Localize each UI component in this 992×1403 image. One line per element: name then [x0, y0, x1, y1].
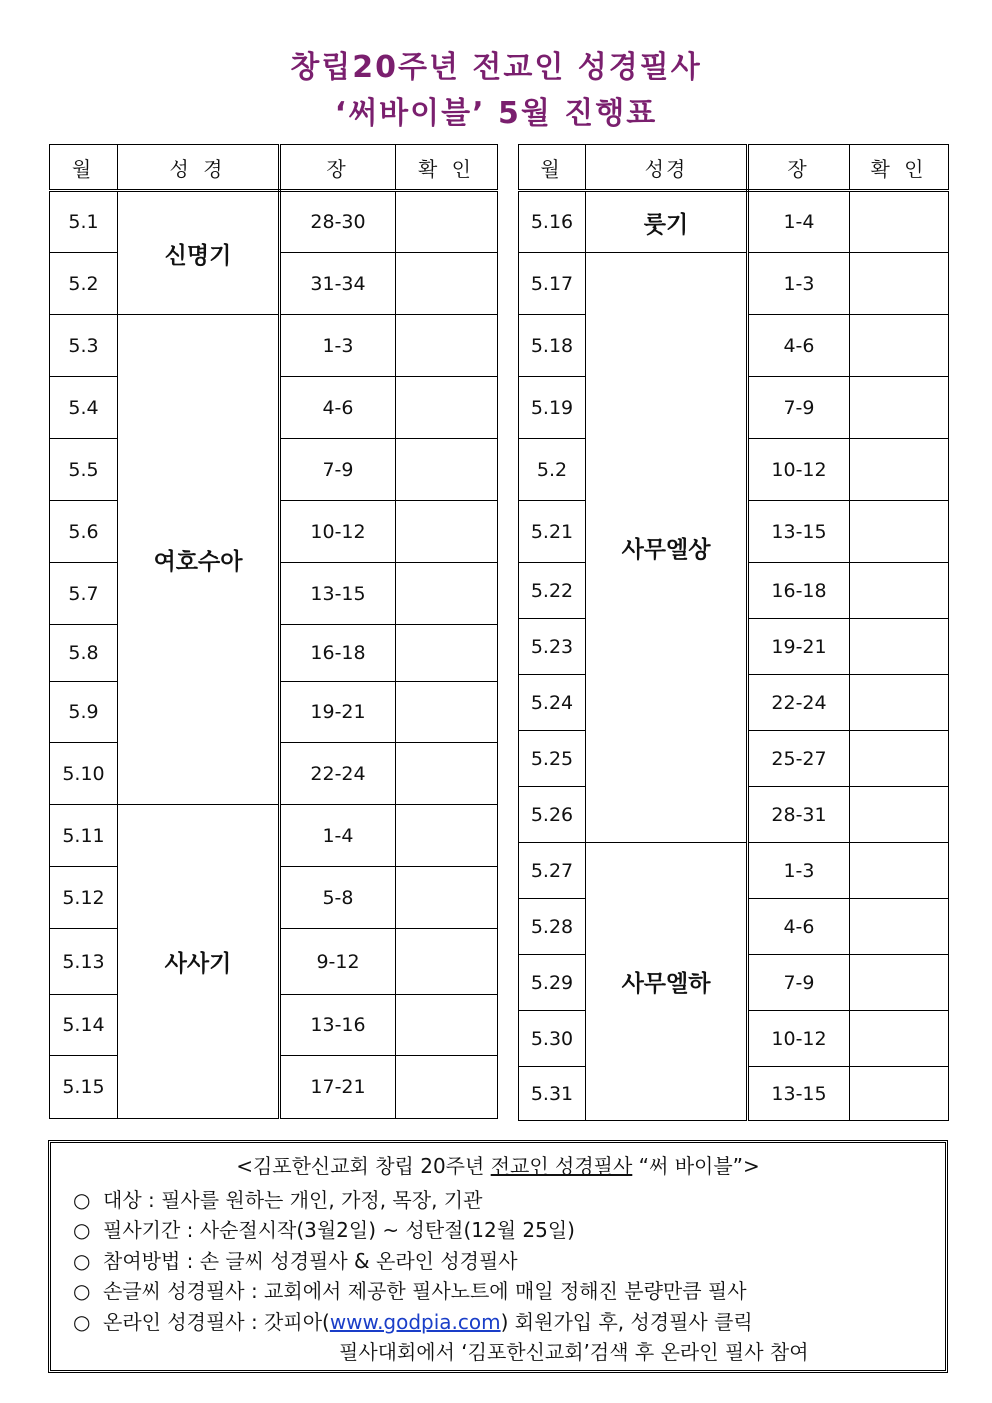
chapter-cell: 22-24: [748, 675, 850, 731]
chapter-cell: 9-12: [280, 929, 396, 995]
table-row: [519, 191, 949, 253]
check-cell[interactable]: [396, 743, 498, 805]
chapter-cell: 19-21: [748, 619, 850, 675]
header-check: 확 인: [396, 145, 498, 191]
circle-bullet-icon: ○: [73, 1309, 91, 1334]
check-cell[interactable]: [850, 563, 949, 619]
date-cell: 5.15: [50, 1056, 118, 1119]
date-cell: 5.3: [50, 315, 118, 377]
check-cell[interactable]: [850, 253, 949, 315]
date-cell: 5.29: [519, 955, 586, 1011]
date-cell: 5.10: [50, 743, 118, 805]
notice-line-online: ○ 온라인 성경필사 : 갓피아(www.godpia.com) 회원가입 후, 성경필사 클릭: [51, 1307, 945, 1338]
chapter-cell: 13-15: [748, 501, 850, 563]
book-joshua: 여호수아: [118, 315, 280, 805]
table-header-row: [50, 145, 498, 191]
date-cell: 5.31: [519, 1067, 586, 1121]
date-cell: 5.9: [50, 682, 118, 743]
chapter-cell: 10-12: [748, 1011, 850, 1067]
godpia-link[interactable]: www.godpia.com: [329, 1309, 501, 1334]
check-cell[interactable]: [396, 682, 498, 743]
check-cell[interactable]: [850, 955, 949, 1011]
date-cell: 5.27: [519, 843, 586, 899]
chapter-cell: 25-27: [748, 731, 850, 787]
check-cell[interactable]: [850, 787, 949, 843]
table-row: [50, 191, 498, 253]
header-month: 월: [50, 145, 118, 191]
header-bible: 성경: [586, 145, 748, 191]
header-chapter: 장: [748, 145, 850, 191]
check-cell[interactable]: [396, 625, 498, 682]
table-row: [50, 805, 498, 867]
chapter-cell: 1-3: [280, 315, 396, 377]
date-cell: 5.7: [50, 563, 118, 625]
check-cell[interactable]: [850, 675, 949, 731]
chapter-cell: 7-9: [748, 955, 850, 1011]
check-cell[interactable]: [850, 899, 949, 955]
chapter-cell: 10-12: [280, 501, 396, 563]
check-cell[interactable]: [396, 867, 498, 929]
date-cell: 5.30: [519, 1011, 586, 1067]
header-check: 확 인: [850, 145, 949, 191]
chapter-cell: 13-15: [748, 1067, 850, 1121]
notice-line-period: ○ 필사기간 : 사순절시작(3월2일) ~ 성탄절(12월 25일): [51, 1215, 945, 1246]
check-cell[interactable]: [850, 731, 949, 787]
chapter-cell: 7-9: [280, 439, 396, 501]
chapter-cell: 28-30: [280, 191, 396, 253]
date-cell: 5.14: [50, 995, 118, 1056]
check-cell[interactable]: [850, 1067, 949, 1121]
chapter-cell: 16-18: [748, 563, 850, 619]
date-cell: 5.23: [519, 619, 586, 675]
check-cell[interactable]: [396, 929, 498, 995]
page-title: 창립20주년 전교인 성경필사: [290, 50, 702, 85]
check-cell[interactable]: [396, 191, 498, 253]
date-cell: 5.6: [50, 501, 118, 563]
check-cell[interactable]: [396, 439, 498, 501]
table-header-row: [519, 145, 949, 191]
chapter-cell: 10-12: [748, 439, 850, 501]
check-cell[interactable]: [396, 315, 498, 377]
check-cell[interactable]: [850, 501, 949, 563]
date-cell: 5.5: [50, 439, 118, 501]
circle-bullet-icon: ○: [73, 1187, 91, 1212]
date-cell: 5.22: [519, 563, 586, 619]
notice-line-online-cont: 필사대회에서 ‘김포한신교회’검색 후 온라인 필사 참여: [339, 1340, 809, 1364]
schedule-table-right: [518, 144, 949, 1121]
date-cell: 5.12: [50, 867, 118, 929]
circle-bullet-icon: ○: [73, 1279, 91, 1303]
header-month: 월: [519, 145, 586, 191]
date-cell: 5.2: [519, 439, 586, 501]
check-cell[interactable]: [396, 501, 498, 563]
chapter-cell: 4-6: [748, 315, 850, 377]
chapter-cell: 31-34: [280, 253, 396, 315]
chapter-cell: 4-6: [748, 899, 850, 955]
check-cell[interactable]: [396, 253, 498, 315]
date-cell: 5.11: [50, 805, 118, 867]
book-deuteronomy: 신명기: [118, 191, 280, 315]
chapter-cell: 1-3: [748, 843, 850, 899]
notice-line-handwriting: ○ 손글씨 성경필사 : 교회에서 제공한 필사노트에 매일 정해진 분량만큼 필사: [51, 1276, 945, 1307]
check-cell[interactable]: [850, 1011, 949, 1067]
book-ruth: 룻기: [586, 191, 748, 253]
chapter-cell: 13-16: [280, 995, 396, 1056]
chapter-cell: 1-4: [748, 191, 850, 253]
header-bible: 성 경: [118, 145, 280, 191]
date-cell: 5.17: [519, 253, 586, 315]
chapter-cell: 4-6: [280, 377, 396, 439]
chapter-cell: 5-8: [280, 867, 396, 929]
chapter-cell: 22-24: [280, 743, 396, 805]
page-subtitle: ‘써바이블’ 5월 진행표: [334, 96, 658, 131]
date-cell: 5.4: [50, 377, 118, 439]
date-cell: 5.18: [519, 315, 586, 377]
check-cell[interactable]: [850, 191, 949, 253]
chapter-cell: 7-9: [748, 377, 850, 439]
chapter-cell: 13-15: [280, 563, 396, 625]
book-samuel2: 사무엘하: [586, 843, 748, 1121]
chapter-cell: 19-21: [280, 682, 396, 743]
check-cell[interactable]: [850, 619, 949, 675]
chapter-cell: 1-3: [748, 253, 850, 315]
check-cell[interactable]: [396, 805, 498, 867]
date-cell: 5.16: [519, 191, 586, 253]
chapter-cell: 28-31: [748, 787, 850, 843]
date-cell: 5.21: [519, 501, 586, 563]
check-cell[interactable]: [396, 1056, 498, 1119]
book-samuel1: 사무엘상: [586, 253, 748, 843]
table-row: [519, 253, 949, 315]
book-judges: 사사기: [118, 805, 280, 1119]
check-cell[interactable]: [396, 563, 498, 625]
date-cell: 5.26: [519, 787, 586, 843]
date-cell: 5.1: [50, 191, 118, 253]
date-cell: 5.2: [50, 253, 118, 315]
chapter-cell: 17-21: [280, 1056, 396, 1119]
date-cell: 5.13: [50, 929, 118, 995]
circle-bullet-icon: ○: [73, 1218, 91, 1242]
date-cell: 5.25: [519, 731, 586, 787]
header-chapter: 장: [280, 145, 396, 191]
notice-line-method: ○ 참여방법 : 손 글씨 성경필사 & 온라인 성경필사: [51, 1246, 945, 1277]
table-row: [519, 843, 949, 899]
table-row: [50, 315, 498, 377]
check-cell[interactable]: [396, 995, 498, 1056]
date-cell: 5.24: [519, 675, 586, 731]
check-cell[interactable]: [850, 439, 949, 501]
date-cell: 5.19: [519, 377, 586, 439]
date-cell: 5.28: [519, 899, 586, 955]
schedule-table-left: [49, 144, 498, 1119]
check-cell[interactable]: [850, 377, 949, 439]
check-cell[interactable]: [850, 843, 949, 899]
chapter-cell: 16-18: [280, 625, 396, 682]
date-cell: 5.8: [50, 625, 118, 682]
check-cell[interactable]: [396, 377, 498, 439]
notice-box: [48, 1140, 948, 1373]
check-cell[interactable]: [850, 315, 949, 377]
circle-bullet-icon: ○: [73, 1248, 91, 1273]
notice-title: <김포한신교회 창립 20주년 전교인 성경필사 “써 바이블”>: [236, 1154, 760, 1178]
notice-line-target: ○ 대상 : 필사를 원하는 개인, 가정, 목장, 기관: [51, 1185, 945, 1216]
chapter-cell: 1-4: [280, 805, 396, 867]
